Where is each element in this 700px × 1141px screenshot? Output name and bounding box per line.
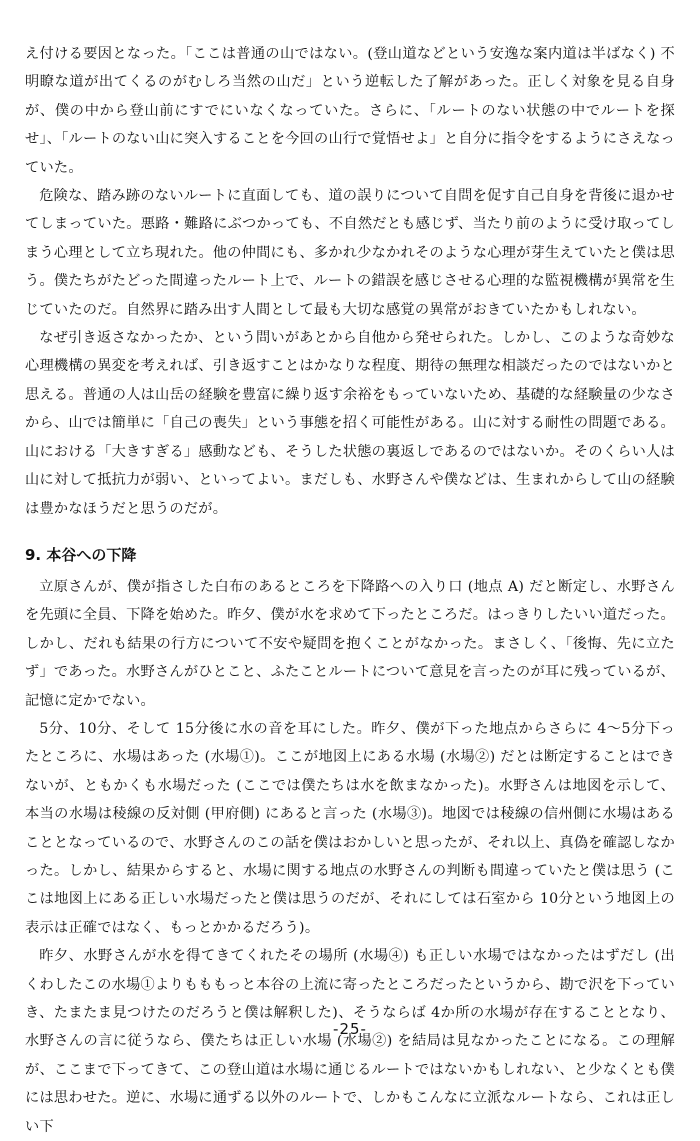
paragraph: 危険な、踏み跡のないルートに直面しても、道の誤りについて自問を促す自己自身を背後に退かせてしまっていた。悪路・難路にぶつかっても、不自然だとも感じず、当たり前のように受け取ってしまう心理として立ち現れた。他の仲間にも、多かれ少なかれそのような心理が芽生えていたと僕は思う。僕たちがたどった間違ったルート上で、ルートの錯誤を感じさせる心理的な監視機構が異常を生じていたのだ。自然界に踏み出す人間として最も大切な感覚の異常がおきていたかもしれない。	[25, 188, 675, 318]
previous-section-body	[25, 40, 675, 523]
paragraph: 立原さんが、僕が指さした白布のあるところを下降路への入り口 (地点 A) だと断定し、水野さんを先頭に全員、下降を始めた。昨夕、僕が水を求めて下ったところだ。はっきりしたいい道だった。しかし、だれも結果の行方について不安や疑問を抱くことがなかった。まさしく、「後悔、先に立たず」であった。水野さんがひとこと、ふたことルートについて意見を言ったのが耳に残っているが、記憶に定かでない。	[25, 578, 675, 709]
section-body	[25, 573, 675, 1141]
paragraph: 5分、10分、そして 15分後に水の音を耳にした。昨夕、僕が下った地点からさらに 4～5分下ったところに、水場はあった (水場①)。ここが地図上にある水場 (水場②) だとは断定することはできないが、ともかくも水場だった (ここでは僕たちは水を飲まなかった)。水野さんは地図を示して、本当の水場は稜線の反対側 (甲府側) にあると言った (水場③)。地図では稜線の信州側に水場はあることとなっているので、水野さんのこの話を僕はおかしいと思ったが、それ以上、真偽を確認しなかった。しかし、結果からすると、水場に関する地点の水野さんの判断も間違っていたと僕は思う (ここは地図上にある正しい水場だったと僕は思うのだが、それにしては石室から 10分という地図上の表示は正確ではなく、もっとかかるだろう)。	[25, 720, 675, 936]
document-page	[25, 40, 675, 1141]
section-heading: 9. 本谷への下降	[25, 545, 137, 564]
paragraph: え付ける要因となった。「ここは普通の山ではない。(登山道などという安逸な案内道は半ばなく) 不明瞭な道が出てくるのがむしろ当然の山だ」という逆転した了解があった。正しく対象を見る自身が、僕の中から登山前にすでにいなくなっていた。さらに、「ルートのない状態の中でルートを探せ」、「ルートのない山に突入することを今回の山行で覚悟せよ」と自分に指令をするようにさえなっていた。	[25, 46, 675, 176]
paragraph: 昨夕、水野さんが水を得てきてくれたその場所 (水場④) も正しい水場ではなかったはずだし (出くわしたこの水場①よりもももっと本谷の上流に寄ったところだったというから、勘で沢を下っていき、たまたま見つけたのだろうと僕は解釈した)、そうならば 4か所の水場が存在することとなり、水野さんの言に従うなら、僕たちは正しい水場 (水場②) を結局は見なかったことになる。この理解が、ここまで下ってきて、この登山道は水場に通じるルートではないかもしれない、と少なくとも僕には思わせた。逆に、水場に通ずる以外のルートで、しかもこんなに立派なルートなら、これは正しい下	[25, 948, 675, 1135]
paragraph: なぜ引き返さなかったか、という問いがあとから自他から発せられた。しかし、このような奇妙な心理機構の異変を考えれば、引き返すことはかなりな程度、期待の無理な相談だったのではないかと思える。普通の人は山岳の経験を豊富に繰り返す余裕をもっていないため、基礎的な経験量の少なさから、山では簡単に「自己の喪失」という事態を招く可能性がある。山に対する耐性の問題である。山における「大きすぎる」感動なども、そうした状態の裏返しであるのではないか。そのくらい人は山に対して抵抗力が弱い、といってよい。まだしも、水野さんや僕などは、生まれからして山の経験は豊かなほうだと思うのだが。	[25, 330, 675, 517]
page-number: -25-	[333, 1020, 367, 1038]
